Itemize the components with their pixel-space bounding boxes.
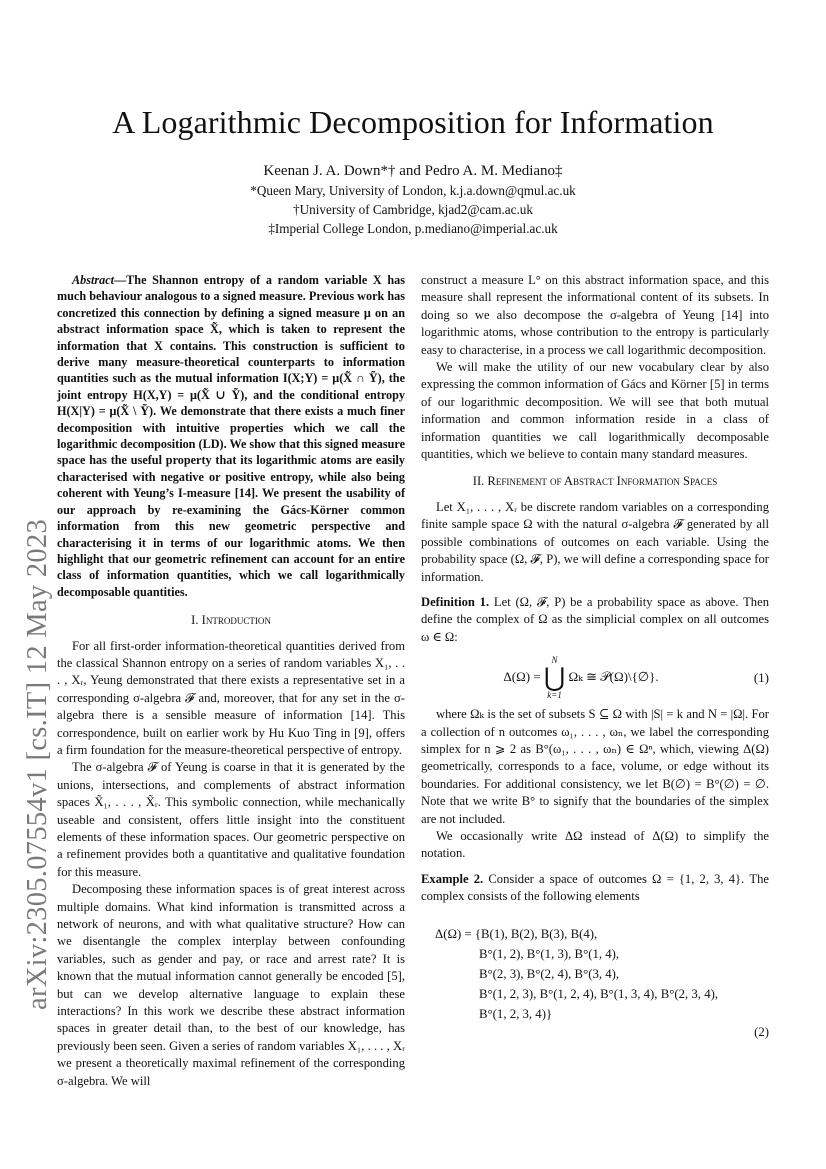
- example-label: Example 2.: [421, 871, 484, 886]
- equation-2-line-1: Δ(Ω) = {B(1), B(2), B(3), B(4),: [435, 926, 598, 941]
- definition-1: [421, 594, 769, 646]
- affiliation-imperial: ‡Imperial College London, p.mediano@imperial.ac.uk: [268, 221, 558, 236]
- paragraph-gacs-korner: We will make the utility of our new vocabulary clear by also expressing the common information of Gács and Körner [5] in terms of our logarithmic decomposition. We will see that both mutual information and common information reside in a class of information quantities we call logarithmically decomposable quantities, which we believe to contain many standard measures.: [421, 360, 769, 462]
- big-union-operator: [544, 656, 565, 700]
- section2-paragraph: Let X₁, . . . , Xᵣ be discrete random variables on a corresponding finite sample space Ω with the natural σ-algebra 𝓕 generated by all possible combinations of outcomes on each variable. Using the probability space (Ω, 𝓕, P), we will define a corresponding space for information.: [421, 499, 769, 584]
- section-heading-refinement: II. Refinement of Abstract Information Spaces: [472, 474, 718, 489]
- equation-1: [421, 656, 769, 700]
- section-heading-introduction: I. Introduction: [191, 613, 271, 628]
- equation-2-line-4: B°(1, 2, 3), B°(1, 2, 4), B°(1, 3, 4), B°(2, 3, 4),: [479, 986, 719, 1001]
- equation-2: [421, 924, 769, 1042]
- intro-paragraph-3: Decomposing these information spaces is of great interest across multiple domains. What kind information is transmitted across a network of neurons, and with what qualitative structure? How can we disentangle the complex interplay between confounding variables, such as gender and pay, or race and arrest rate? It is known that the mutual information cannot generally be encoded [5], but can we develop alternative language to explain these interactions? In this work we describe these abstract information spaces in greater detail than, to the best of our knowledge, has previously been seen. Given a series of random variables X₁, . . . , Xᵣ we present a theoretically maximal refinement of the corresponding σ-algebra. We will: [57, 882, 405, 1088]
- notation-paragraph: We occasionally write ΔΩ instead of Δ(Ω) to simplify the notation.: [421, 828, 769, 861]
- definition-label: Definition 1.: [421, 594, 490, 609]
- union-upper-limit: N: [551, 655, 558, 666]
- right-column: [421, 272, 769, 1042]
- continued-paragraph: construct a measure L° on this abstract information space, and this measure shall represent the informational content of its subsets. In doing so we also decompose the σ-algebra of Yeung [14] into logarithmic atoms, whose contribution to the entropy is particularly easy to characterise, in a process we call logarithmic decomposition.: [421, 273, 769, 357]
- affiliation-qmul: *Queen Mary, University of London, k.j.a.down@qmul.ac.uk: [250, 183, 576, 198]
- equation-1-rhs: Ωₖ ≅ 𝒫(Ω)\{∅}.: [568, 669, 659, 685]
- equation-2-line-5: B°(1, 2, 3, 4)}: [479, 1006, 553, 1021]
- intro-paragraph-1: For all first-order information-theoretical quantities derived from the classical Shannon entropy on a series of random variables X₁, . . . , Xᵣ, Yeung demonstrated that there exists a representative set in a corresponding σ-algebra 𝓕 and, moreover, that for any set in the σ-algebra there is a sensible measure of information [14]. This correspondence, built on earlier work by Hu Kuo Ting in [9], offers a firm foundation for the measure-theoretical perspective of entropy.: [57, 638, 405, 757]
- abstract-label: Abstract: [72, 273, 114, 287]
- arxiv-identifier-stamp: arXiv:2305.07554v1 [cs.IT] 12 May 2023: [22, 518, 53, 1010]
- paragraph-after-eq1: where Ωₖ is the set of subsets S ⊆ Ω with |S| = k and N = |Ω|. For a collection of n outcomes ω₁, . . . , ωₙ, we label the corresponding simplex for n ⩾ 2 as B°(ω₁, . . . , ωₙ) ∈ Ωⁿ, which, viewing Δ(Ω) geometrically, corresponds to a face, volume, or edge without its boundaries. For additional consistency, we let B(∅) = B°(∅) = ∅. Note that we write B° to signify that the boundaries of the simplex are not included.: [421, 707, 769, 826]
- equation-2-number: (2): [754, 1024, 769, 1039]
- equation-1-body: [421, 656, 741, 700]
- paper-title: A Logarithmic Decomposition for Information: [112, 104, 714, 140]
- left-column: [57, 272, 405, 1090]
- union-lower-limit: k=1: [547, 690, 562, 701]
- affiliation-cambridge: †University of Cambridge, kjad2@cam.ac.uk: [293, 202, 533, 217]
- intro-paragraph-2: The σ-algebra 𝓕 of Yeung is coarse in that it is generated by the unions, intersections, and complements of abstract information spaces X̃₁, . . . , X̃ᵣ. This symbolic connection, while mechanically useable and consistent, offers little insight into the constituent elements of these information spaces. Our geometric perspective on a refinement provides both a quantitative and qualitative foundation for this measure.: [57, 760, 405, 879]
- abstract-text: —The Shannon entropy of a random variable X has much behaviour analogous to a signed measure. Previous work has concretized this connection by defining a signed measure μ on an abstract information space X̃, which is taken to represent the information that X contains. This construction is sufficient to derive many measure-theoretical counterparts to information quantities such as the mutual information I(X;Y) = μ(X̃ ∩ Ỹ), the joint entropy H(X,Y) = μ(X̃ ∪ Ỹ), and the conditional entropy H(X|Y) = μ(X̃ \ Ỹ). We demonstrate that there exists a much finer decomposition with intuitive properties which we call the logarithmic decomposition (LD). We show that this signed measure space has the useful property that its logarithmic atoms are easily characterised with negative or positive entropy, while also being coherent with Yeung’s I-measure [14]. We present the usability of our approach by re-examining the Gács-Körner common information from this new geometric perspective and characterising it in terms of our logarithmic atoms. We then highlight that our geometric refinement can account for an entire class of information quantities, which we call logarithmically decomposable quantities.: [57, 273, 405, 599]
- paper-authors: Keenan J. A. Down*† and Pedro A. M. Mediano‡: [263, 163, 563, 179]
- equation-1-lhs: Δ(Ω) =: [503, 669, 541, 685]
- equation-2-line-3: B°(2, 3), B°(2, 4), B°(3, 4),: [479, 966, 620, 981]
- definition-text: Let (Ω, 𝓕, P) be a probability space as above. Then define the complex of Ω as the simplicial complex on all outcomes ω ∈ Ω:: [421, 594, 769, 644]
- example-2: [421, 871, 769, 906]
- union-symbol: ⋃: [543, 663, 566, 693]
- equation-1-number: (1): [753, 670, 769, 686]
- equation-2-line-2: B°(1, 2), B°(1, 3), B°(1, 4),: [479, 946, 620, 961]
- example-text: Consider a space of outcomes Ω = {1, 2, 3, 4}. The complex consists of the following elements: [421, 871, 770, 904]
- abstract: [57, 272, 405, 600]
